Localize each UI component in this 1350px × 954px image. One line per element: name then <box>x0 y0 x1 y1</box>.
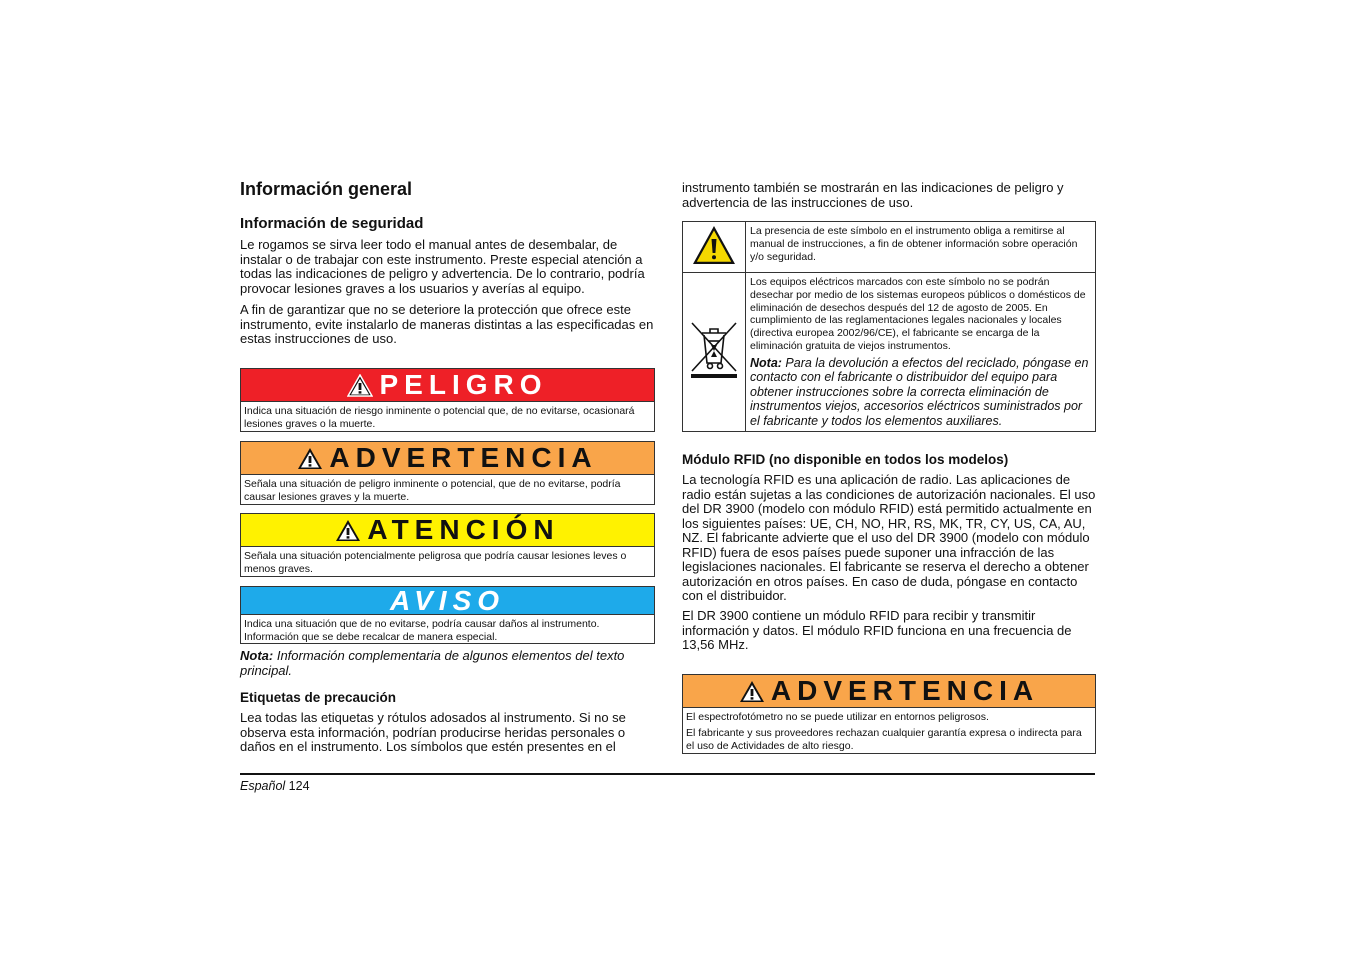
warning-box <box>240 441 655 505</box>
symbol-cell <box>683 273 746 432</box>
page-number: 124 <box>288 779 310 793</box>
section-title: Información general <box>240 179 413 199</box>
note-label: Nota: <box>240 648 274 663</box>
rfid-heading: Módulo RFID (no disponible en todos los modelos) <box>682 452 1009 467</box>
safety-paragraph-2: A fin de garantizar que no se deteriore la protección que ofrece este instrumento, evite instalarlo de maneras distintas a las especificadas en estas instrucciones de uso. <box>240 302 654 346</box>
labels-paragraph-continued: instrumento también se mostrarán en las indicaciones de peligro y advertencia de las instrucciones de uso. <box>682 180 1064 210</box>
danger-box <box>240 368 655 432</box>
rfid-warning-box <box>682 674 1096 754</box>
page-footer <box>240 779 310 793</box>
note-text: Para la devolución a efectos del reciclado, póngase en contacto con el fabricante o distribuidor del equipo para obtener instrucciones sobre la correcta eliminación de instrumentos viejos, accesorios eléctricos suministrados por el fabricante y todos los elementos auxiliares. <box>750 355 1089 428</box>
warning-header <box>241 442 654 475</box>
warning-triangle-icon <box>335 519 361 542</box>
safety-heading: Información de seguridad <box>240 215 424 232</box>
rfid-warning-line: El espectrofotómetro no se puede utilizar en entornos peligrosos. <box>686 711 989 723</box>
rfid-warning-label: ADVERTENCIA <box>770 675 1040 706</box>
rfid-warning-header <box>683 675 1095 708</box>
general-note <box>240 649 655 678</box>
warning-triangle-icon <box>739 680 765 703</box>
rfid-warning-line: El fabricante y sus proveedores rechazan cualquier garantía expresa o indirecta para el uso de Actividades de alto riesgo. <box>686 727 1082 752</box>
table-row <box>683 273 1096 432</box>
symbol-description <box>746 273 1096 432</box>
symbol-cell <box>683 222 746 273</box>
notice-header <box>241 584 654 616</box>
rfid-warning-text <box>683 708 1095 757</box>
rfid-paragraph-1: La tecnología RFID es una aplicación de radio. Las aplicaciones de radio están sujetas a las condiciones de autorización nacionales. El uso del DR 3900 (modelo con módulo RFID) está permitido actualmente en los siguientes países: UE, CH, NO, HR, RS, MK, TR, CY, US, CA, AU, NZ. El fabricante advierte que el uso del DR 3900 (modelo con módulo RFID) fuera de esos países puede suponer una infracción de las legislaciones nacionales. El fabricante se reserva el derecho a obtener autorización en otros países. En caso de duda, póngase en contacto con el distribuidor. <box>682 472 1096 603</box>
symbols-table <box>682 221 1096 432</box>
labels-paragraph: Lea todas las etiquetas y rótulos adosados al instrumento. Si no se observa esta información, podrían producirse heridas personales o daños en el instrumento. Los símbolos que estén presentes en el <box>240 710 626 754</box>
warning-text: Señala una situación de peligro inminente o potencial, que de no evitarse, podría causar lesiones graves y la muerte. <box>244 478 621 503</box>
table-row <box>683 222 1096 273</box>
caution-box <box>240 513 655 577</box>
caution-text: Señala una situación potencialmente peligrosa que podría causar lesiones leves o menos graves. <box>244 550 627 575</box>
warning-label: ADVERTENCIA <box>329 442 598 473</box>
symbol-text: La presencia de este símbolo en el instrumento obliga a remitirse al manual de instrucciones, a fin de obtener información sobre operación y/o seguridad. <box>750 225 1078 263</box>
danger-label: PELIGRO <box>379 369 548 400</box>
notice-box <box>240 586 655 644</box>
footer-divider <box>240 773 1095 775</box>
caution-label: ATENCIÓN <box>367 514 560 545</box>
danger-header <box>241 369 654 402</box>
warning-triangle-icon <box>347 374 373 397</box>
warning-triangle-icon <box>297 447 323 470</box>
caution-header <box>241 514 654 547</box>
note-label: Nota: <box>750 355 782 370</box>
rfid-paragraph-2: El DR 3900 contiene un módulo RFID para recibir y transmitir información y datos. El módulo RFID funciona en una frecuencia de 13,56 MHz. <box>682 608 1072 652</box>
danger-text: Indica una situación de riesgo inminente o potencial que, de no evitarse, ocasionará lesiones graves o la muerte. <box>244 405 635 430</box>
labels-heading: Etiquetas de precaución <box>240 690 397 705</box>
notice-text: Indica una situación que de no evitarse, podría causar daños al instrumento. Información que se debe recalcar de manera especial. <box>244 618 600 643</box>
footer-language: Español <box>240 779 286 793</box>
symbol-description <box>746 222 1096 273</box>
warning-triangle-icon <box>691 224 737 266</box>
symbol-text: Los equipos eléctricos marcados con este símbolo no se podrán desechar por medio de los sistemas europeos públicos o domésticos de eliminación de desechos después del 12 de agosto de 2005. En cumplimiento de las reglamentaciones legales nacionales y locales (directiva europea 2002/96/CE), el fabricante se encarga de la eliminación gratuita de viejos instrumentos. <box>750 276 1086 352</box>
note-text: Información complementaria de algunos elementos del texto principal. <box>240 648 625 678</box>
safety-paragraph-1: Le rogamos se sirva leer todo el manual antes de desembalar, de instalar o de trabajar con este instrumento. Preste especial atención a todas las indicaciones de peligro y advertencia. De lo contrario, podría provocar lesiones graves a los usuarios y averías al equipo. <box>240 237 645 296</box>
notice-label: AVISO <box>389 584 506 616</box>
crossed-bin-icon <box>690 319 738 381</box>
symbol-note <box>750 356 1091 429</box>
